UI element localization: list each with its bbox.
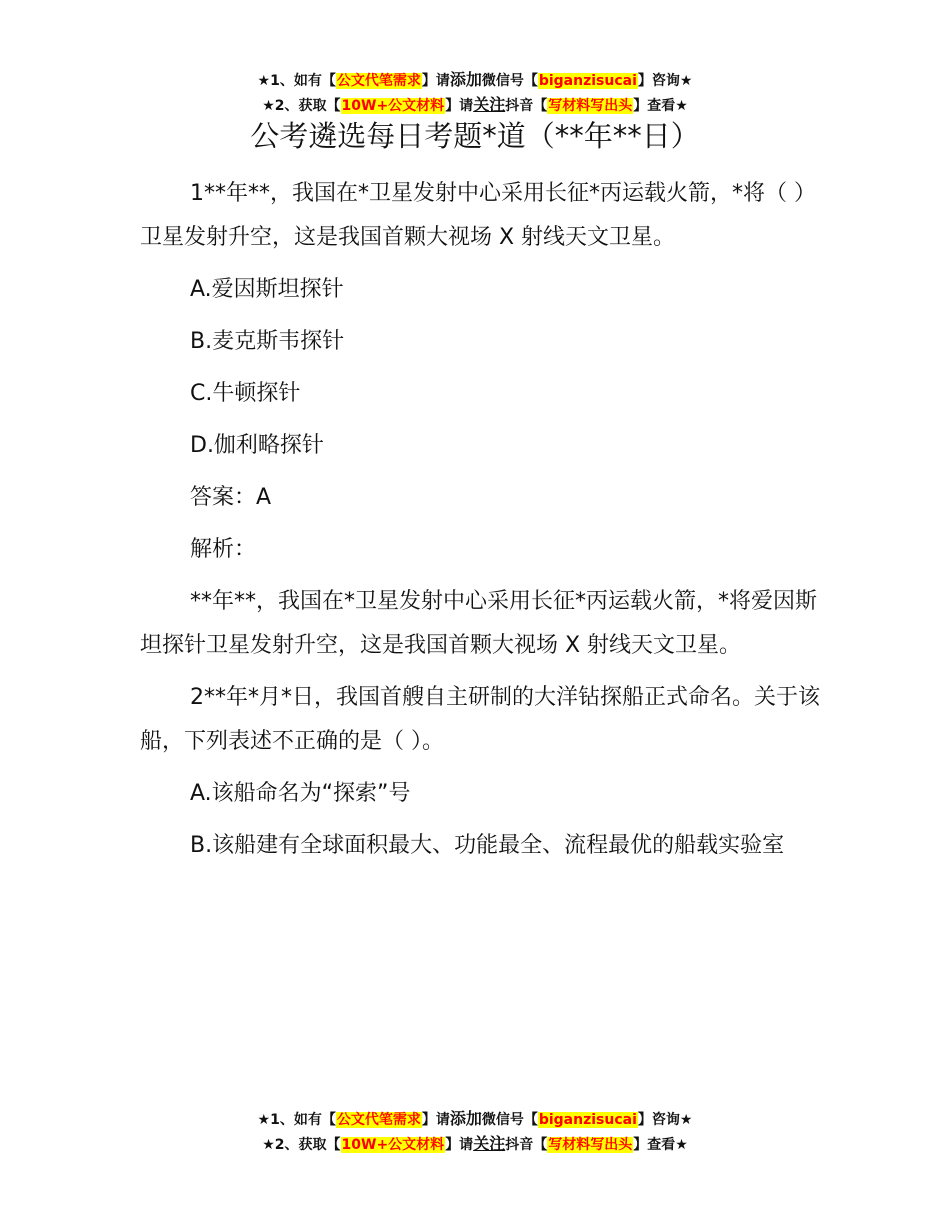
question-1-analysis-text: **年**，我国在*卫星发射中心采用长征*丙运载火箭，*将爱因斯坦探针卫星发射升空，这是我国首颗大视场 X 射线天文卫星。	[140, 589, 818, 658]
highlight-materials: 10W+公文材料	[341, 1137, 445, 1153]
question-1-option-b: B.麦克斯韦探针	[190, 329, 345, 354]
question-2-stem: 2**年*月*日，我国首艘自主研制的大洋钻探船正式命名。关于该船，下列表述不正确的是（ ）。	[140, 685, 820, 754]
page-title: 公考遴选每日考题*道（**年**日）	[250, 119, 700, 153]
highlight-ghostwriting: 公文代笔需求	[336, 73, 421, 89]
question-2-option-b: B.该船建有全球面积最大、功能最全、流程最优的船载实验室	[190, 833, 785, 858]
footer-banner	[0, 1107, 950, 1157]
highlight-douyin-account: 写材料写出头	[548, 98, 633, 114]
highlight-douyin-account: 写材料写出头	[548, 1137, 633, 1153]
question-1-option-c: C.牛顿探针	[190, 381, 301, 406]
question-1-option-a: A.爱因斯坦探针	[190, 277, 344, 302]
highlight-wechat-id: biganzisucai	[538, 1112, 637, 1128]
question-1-answer: 答案：A	[190, 485, 272, 510]
question-1-analysis-label: 解析：	[190, 537, 257, 562]
question-1-stem: 1**年**，我国在*卫星发射中心采用长征*丙运载火箭，*将（ ）卫星发射升空，这是我国首颗大视场 X 射线天文卫星。	[140, 181, 816, 250]
highlight-wechat-id: biganzisucai	[538, 73, 637, 89]
banner-line-1: ★1、如有【公文代笔需求】请添加微信号【biganzisucai】咨询★	[257, 70, 693, 89]
highlight-ghostwriting: 公文代笔需求	[336, 1112, 421, 1128]
header-banner	[0, 68, 950, 118]
banner-line-1: ★1、如有【公文代笔需求】请添加微信号【biganzisucai】咨询★	[257, 1109, 693, 1128]
banner-line-2: ★2、获取【10W+公文材料】请关注抖音【写材料写出头】查看★	[262, 1134, 688, 1153]
highlight-materials: 10W+公文材料	[341, 98, 445, 114]
banner-line-2: ★2、获取【10W+公文材料】请关注抖音【写材料写出头】查看★	[262, 95, 688, 114]
document-body	[140, 172, 820, 876]
question-1-option-d: D.伽利略探针	[190, 433, 324, 458]
question-2-option-a: A.该船命名为“探索”号	[190, 781, 411, 806]
